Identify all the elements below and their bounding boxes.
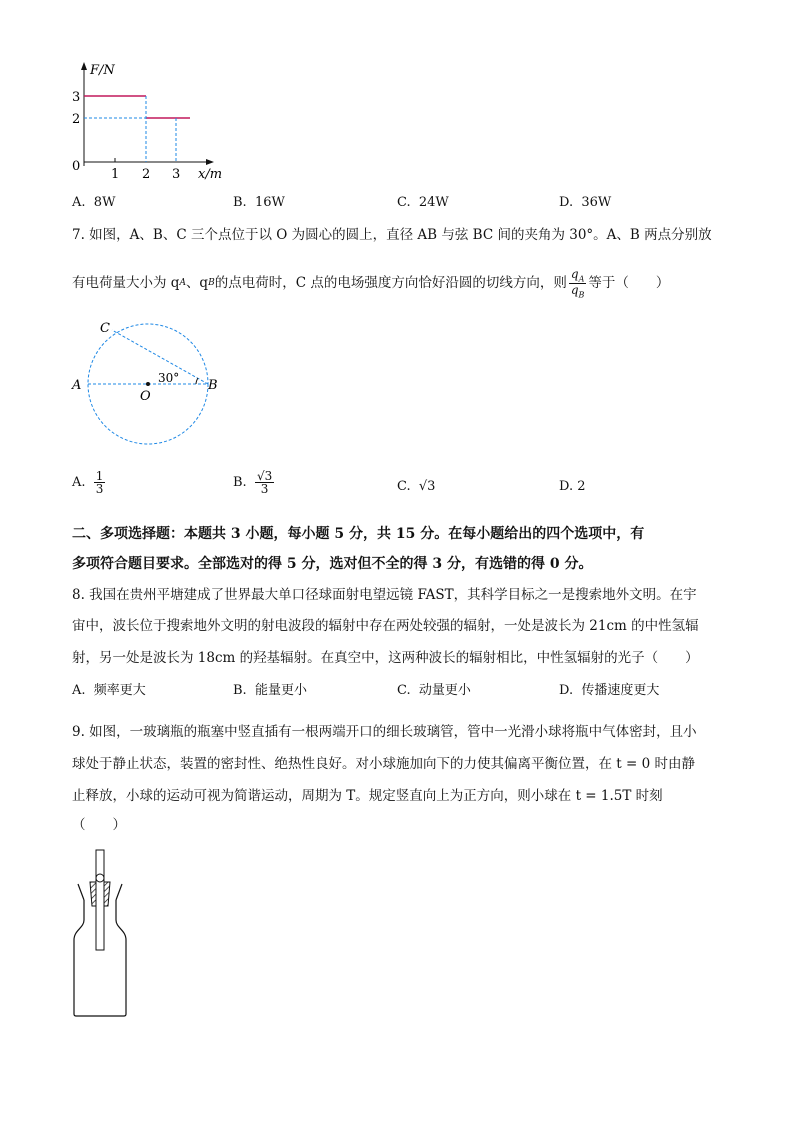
q6-option-c: C. 24W (397, 195, 449, 210)
section2-heading-line1: 二、多项选择题：本题共 3 小题，每小题 5 分，共 15 分。在每小题给出的四个选项中，有 (72, 526, 645, 542)
force-displacement-graph (60, 58, 230, 188)
label-b: B (208, 378, 218, 393)
q9-line2: 球处于静止状态，装置的密封性、绝热性良好。对小球施加向下的力使其偏离平衡位置，在 t = 0 时由静 (72, 756, 695, 772)
q8-option-d: D. 传播速度更大 (559, 683, 660, 698)
y-tick-2: 2 (72, 112, 81, 127)
x-axis-label: x/m (198, 167, 223, 182)
q6-option-a: A. 8W (72, 195, 116, 210)
q7-option-d: D. 2 (559, 479, 586, 494)
q8-option-b: B. 能量更小 (233, 683, 307, 698)
q7-circle-figure (68, 312, 228, 452)
y-tick-3: 3 (72, 90, 81, 105)
q9-line3: 止释放，小球的运动可视为简谐运动，周期为 T。规定竖直向上为正方向，则小球在 t = 1.5T 时刻 (72, 788, 663, 804)
glass-tube (96, 850, 104, 950)
x-tick-3: 3 (172, 167, 181, 182)
label-angle: 30° (158, 371, 180, 385)
q9-bottle-figure (68, 848, 138, 1020)
q7-option-c: C. √3 (397, 479, 436, 494)
label-c: C (100, 321, 110, 336)
y-axis-label: F/N (90, 63, 115, 78)
ball (96, 874, 104, 882)
y-axis-arrow (81, 62, 87, 70)
x-tick-2: 2 (142, 167, 151, 182)
q7-line1: 7. 如图，A、B、C 三个点位于以 O 为圆心的圆上，直径 AB 与弦 BC 间的夹角为 30°。A、B 两点分别放 (72, 227, 712, 243)
label-a: A (72, 378, 82, 393)
y-tick-0: 0 (72, 159, 81, 174)
center-point (146, 382, 150, 386)
q8-option-c: C. 动量更小 (397, 683, 471, 698)
section2-heading-line2: 多项符合题目要求。全部选对的得 5 分，选对但不全的得 3 分，有选错的得 0 分。 (72, 556, 593, 572)
x-axis-arrow (206, 159, 214, 165)
q8-option-a: A. 频率更大 (72, 683, 146, 698)
q6-option-d: D. 36W (559, 195, 612, 210)
q7-option-a: A. $\frac{1}{3}$ (72, 469, 104, 496)
angle-arc (196, 378, 198, 384)
q7-ratio-fraction: $\frac{q_A}{q_B}$ (570, 267, 585, 300)
q7-line2: 有电荷量大小为 q A 、q B 的点电荷时，C 点的电场强度方向恰好沿圆的切线方向，则 $\frac{q_A}{q_B}$ 等于（ ） (72, 267, 670, 300)
q9-line4: （ ） (72, 817, 126, 833)
q9-line1: 9. 如图，一玻璃瓶的瓶塞中竖直插有一根两端开口的细长玻璃管，管中一光滑小球将瓶中气体密封，且小 (72, 724, 697, 740)
x-tick-1: 1 (111, 167, 120, 182)
q7-option-b: B. $\frac{√3}{3}$ (233, 469, 273, 496)
q6-option-b: B. 16W (233, 195, 285, 210)
q8-line3: 射，另一处是波长为 18cm 的羟基辐射。在真空中，这两种波长的辐射相比，中性氢辐射的光子（ ） (72, 650, 699, 666)
q8-line2: 宙中，波长位于搜索地外文明的射电波段的辐射中存在两处较强的辐射，一处是波长为 21cm 的中性氢辐 (72, 618, 699, 634)
label-o: O (140, 389, 151, 404)
q8-line1: 8. 我国在贵州平塘建成了世界最大单口径球面射电望远镜 FAST，其科学目标之一是搜索地外文明。在宇 (72, 587, 697, 603)
